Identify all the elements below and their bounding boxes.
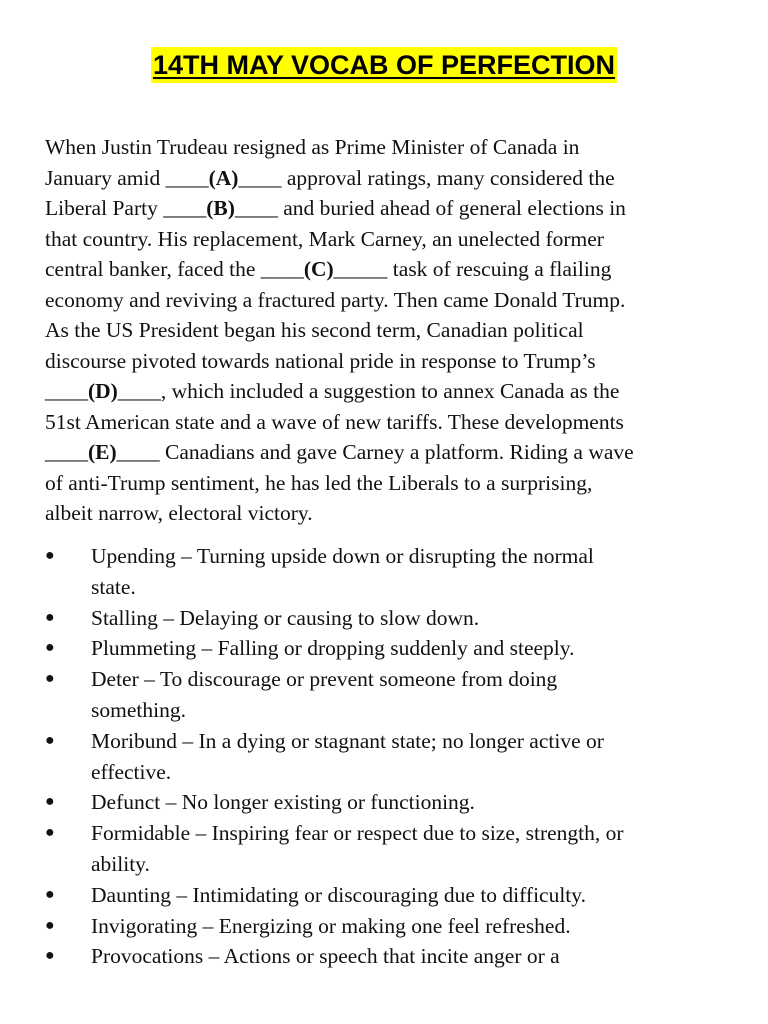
vocab-item bbox=[45, 633, 735, 664]
passage-line bbox=[45, 498, 735, 529]
passage-paragraph bbox=[45, 132, 735, 529]
passage-text: ____ bbox=[45, 379, 88, 403]
passage-text: discourse pivoted towards national pride in response to Trump’s bbox=[45, 348, 596, 373]
vocab-item bbox=[45, 911, 735, 942]
bullet-icon: ● bbox=[45, 916, 55, 934]
blank-marker: (E) bbox=[88, 440, 117, 464]
vocab-definition-line: effective. bbox=[91, 759, 172, 784]
bullet-icon: ● bbox=[45, 947, 55, 965]
page-title: 14TH MAY VOCAB OF PERFECTION bbox=[151, 47, 617, 83]
bullet-icon: ● bbox=[45, 824, 55, 842]
vocab-definition-line: Stalling – Delaying or causing to slow down. bbox=[91, 605, 480, 630]
bullet-icon: ● bbox=[45, 547, 55, 564]
vocab-definition-line: Daunting – Intimidating or discouraging due to difficulty. bbox=[91, 882, 587, 907]
passage-text: ____, which included a suggestion to annex Canada as the bbox=[117, 379, 620, 403]
passage-line bbox=[45, 437, 735, 468]
passage-text: Liberal Party ____ bbox=[45, 196, 207, 220]
passage-text: As the US President began his second term, Canadian political bbox=[45, 318, 584, 342]
blank-marker: (D) bbox=[88, 379, 118, 403]
vocab-definition-line: Invigorating – Energizing or making one feel refreshed. bbox=[91, 913, 571, 938]
passage-text: January amid ____ bbox=[45, 165, 209, 190]
vocab-item bbox=[45, 818, 735, 880]
blank-marker: (B) bbox=[206, 196, 235, 220]
vocab-definition-line: Formidable – Inspiring fear or respect due to size, strength, or bbox=[91, 821, 624, 846]
vocab-item bbox=[45, 941, 735, 972]
passage-line bbox=[45, 315, 735, 346]
passage-text: of anti-Trump sentiment, he has led the Liberals to a surprising, bbox=[45, 470, 593, 495]
passage-text: albeit narrow, electoral victory. bbox=[45, 501, 313, 525]
vocab-item bbox=[45, 664, 735, 726]
vocab-definition-line: Deter – To discourage or prevent someone from doing bbox=[91, 667, 558, 692]
vocab-definition-line: Moribund – In a dying or stagnant state; no longer active or bbox=[91, 728, 604, 753]
passage-text: ____ Canadians and gave Carney a platform. Riding a wave bbox=[116, 440, 634, 464]
passage-text: _____ task of rescuing a flailing bbox=[333, 257, 612, 281]
vocab-definition-line: Plummeting – Falling or dropping suddenly and steeply. bbox=[91, 636, 575, 661]
passage-text: central banker, faced the ____ bbox=[45, 257, 304, 281]
passage-line bbox=[45, 468, 735, 499]
vocab-item bbox=[45, 880, 735, 911]
passage-line bbox=[45, 285, 735, 316]
vocab-list bbox=[45, 541, 735, 972]
passage-line bbox=[45, 254, 735, 285]
vocab-item bbox=[45, 603, 735, 634]
passage-text: When Justin Trudeau resigned as Prime Minister of Canada in bbox=[45, 135, 580, 159]
passage-text: ____ and buried ahead of general elections in bbox=[234, 196, 626, 220]
bullet-icon: ● bbox=[45, 608, 55, 626]
passage-text: ____ bbox=[45, 440, 88, 464]
vocab-definition-line: Upending – Turning upside down or disrupting the normal bbox=[91, 544, 594, 568]
passage-line bbox=[45, 132, 735, 163]
vocab-definition-line: something. bbox=[91, 697, 186, 722]
passage-line bbox=[45, 346, 735, 377]
bullet-icon: ● bbox=[45, 793, 55, 811]
bullet-icon: ● bbox=[45, 639, 55, 657]
vocab-definition-line: state. bbox=[91, 574, 136, 599]
passage-text: 51st American state and a wave of new tariffs. These developments bbox=[45, 409, 624, 434]
bullet-icon: ● bbox=[45, 731, 55, 749]
passage-text: economy and reviving a fractured party. Then came Donald Trump. bbox=[45, 287, 626, 312]
vocab-definition-line: ability. bbox=[91, 851, 150, 876]
passage-line bbox=[45, 407, 735, 438]
vocab-item bbox=[45, 541, 735, 603]
blank-marker: (A) bbox=[208, 165, 239, 190]
passage-text: ____ approval ratings, many considered the bbox=[238, 165, 615, 190]
passage-text: that country. His replacement, Mark Carney, an unelected former bbox=[45, 226, 604, 251]
vocab-definition-line: Defunct – No longer existing or functioning. bbox=[91, 790, 475, 815]
passage-line bbox=[45, 163, 735, 194]
title-container bbox=[0, 47, 768, 83]
passage-line bbox=[45, 224, 735, 255]
vocab-item bbox=[45, 787, 735, 818]
vocab-definition-line: Provocations – Actions or speech that incite anger or a bbox=[91, 944, 560, 969]
vocab-item bbox=[45, 726, 735, 788]
passage-line bbox=[45, 376, 735, 407]
bullet-icon: ● bbox=[45, 885, 55, 903]
bullet-icon: ● bbox=[45, 670, 55, 688]
blank-marker: (C) bbox=[303, 257, 334, 281]
passage-line bbox=[45, 193, 735, 224]
